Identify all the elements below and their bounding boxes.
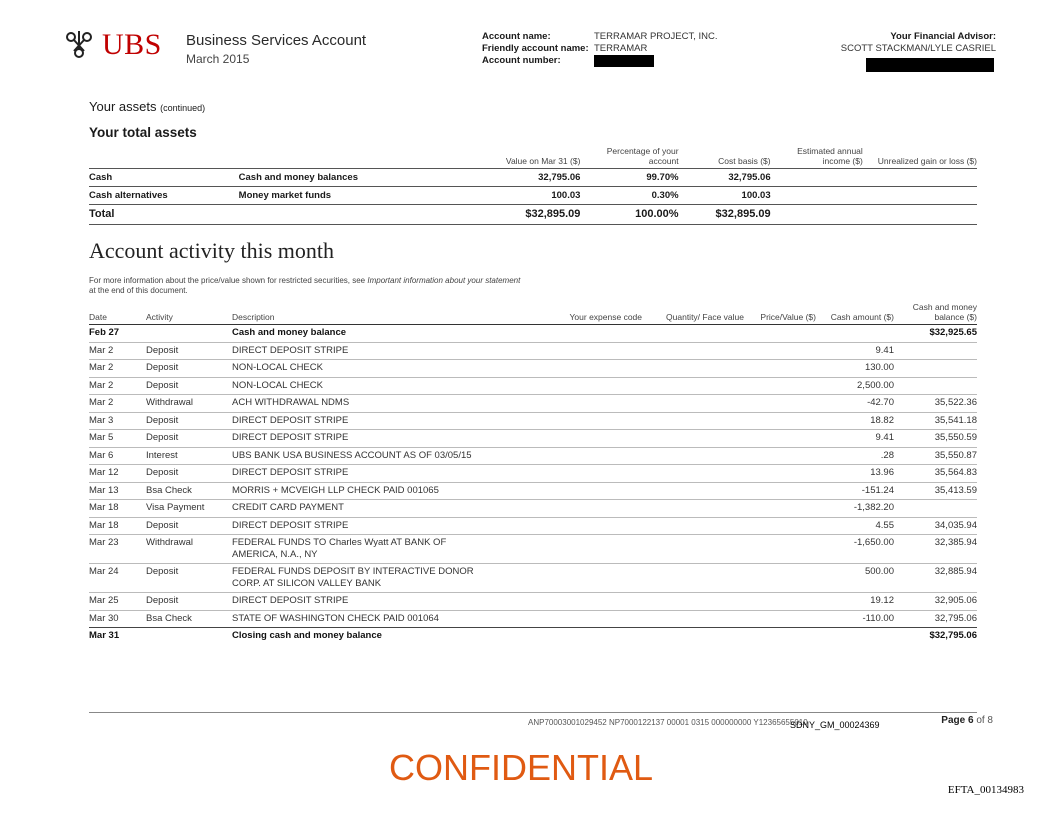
activity-amount: .28: [816, 447, 894, 465]
activity-type: Bsa Check: [146, 610, 232, 628]
table-row: [89, 482, 977, 500]
asset-cost: 32,795.06: [679, 169, 771, 187]
assets-table: [89, 146, 977, 225]
activity-desc: DIRECT DEPOSIT STRIPE: [232, 342, 482, 360]
activity-balance: 32,385.94: [894, 535, 977, 564]
activity-balance: 34,035.94: [894, 517, 977, 535]
advisor-label: Your Financial Advisor:: [890, 31, 996, 42]
note-start: For more information about the price/value shown for restricted securities, see: [89, 276, 366, 285]
activity-balance: 32,795.06: [894, 610, 977, 628]
activity-type: Deposit: [146, 377, 232, 395]
note-end: at the end of this document.: [89, 286, 188, 295]
activity-balance: [894, 360, 977, 378]
activity-type: Deposit: [146, 465, 232, 483]
activity-amount: 13.96: [816, 465, 894, 483]
col-value: Value on Mar 31 ($): [505, 156, 581, 166]
activity-desc: NON-LOCAL CHECK: [232, 377, 482, 395]
col-desc: [239, 146, 424, 169]
table-row: [89, 465, 977, 483]
bates-stamp: SDNY_GM_00024369: [790, 720, 880, 730]
activity-desc: CREDIT CARD PAYMENT: [232, 500, 482, 518]
opening-desc: Cash and money balance: [232, 327, 347, 338]
activity-amount: 19.12: [816, 593, 894, 611]
total-cost: $32,895.09: [679, 205, 771, 225]
asset-type: Cash: [89, 169, 239, 187]
activity-date: Mar 2: [89, 342, 146, 360]
activity-balance: 35,522.36: [894, 395, 977, 413]
opening-balance: $32,925.65: [929, 327, 977, 338]
activity-note: [89, 276, 529, 296]
asset-income: [771, 169, 863, 187]
asset-value: 32,795.06: [423, 169, 580, 187]
activity-amount: 18.82: [816, 412, 894, 430]
table-row: [89, 535, 977, 564]
table-row: [89, 500, 977, 518]
activity-amount: -1,382.20: [816, 500, 894, 518]
opening-date: Feb 27: [89, 327, 120, 338]
activity-desc: ACH WITHDRAWAL NDMS: [232, 395, 482, 413]
table-row: [89, 430, 977, 448]
activity-type: Deposit: [146, 593, 232, 611]
page-label: Page: [941, 715, 966, 726]
asset-pct: 0.30%: [580, 187, 678, 205]
asset-pct: 99.70%: [580, 169, 678, 187]
activity-date: Mar 18: [89, 500, 146, 518]
efta-id: EFTA_00134983: [947, 784, 1024, 796]
table-row: [89, 169, 977, 187]
activity-balance: 35,550.87: [894, 447, 977, 465]
col-date: Date: [89, 302, 146, 325]
activity-amount: -151.24: [816, 482, 894, 500]
table-row: [89, 447, 977, 465]
activity-date: Mar 2: [89, 395, 146, 413]
ubs-logo: [62, 28, 162, 62]
assets-heading-text: Your assets: [89, 99, 157, 114]
table-row: [89, 412, 977, 430]
activity-date: Mar 2: [89, 360, 146, 378]
confidential-stamp: CONFIDENTIAL: [389, 747, 654, 788]
col-activity: Activity: [146, 302, 232, 325]
activity-date: Mar 23: [89, 535, 146, 564]
activity-date: Mar 3: [89, 412, 146, 430]
asset-gain: [863, 187, 977, 205]
col-quantity: Quantity/ Face value: [642, 302, 744, 325]
activity-date: Mar 18: [89, 517, 146, 535]
asset-value: 100.03: [423, 187, 580, 205]
activity-balance: 35,541.18: [894, 412, 977, 430]
activity-amount: -110.00: [816, 610, 894, 628]
asset-gain: [863, 169, 977, 187]
activity-balance: 35,564.83: [894, 465, 977, 483]
logo-text: UBS: [102, 28, 162, 61]
table-row: [89, 342, 977, 360]
total-pct: 100.00%: [580, 205, 678, 225]
advisor-name: SCOTT STACKMAN/LYLE CASRIEL: [840, 43, 996, 54]
advisor-redaction: [866, 58, 994, 72]
table-row: [89, 395, 977, 413]
total-label: Total: [89, 205, 239, 225]
page-num: 6: [967, 715, 974, 726]
table-row: [89, 564, 977, 593]
col-type: [89, 146, 239, 169]
activity-date: Mar 6: [89, 447, 146, 465]
activity-desc: MORRIS + MCVEIGH LLP CHECK PAID 001065: [232, 482, 482, 500]
activity-date: Mar 13: [89, 482, 146, 500]
activity-type: Deposit: [146, 412, 232, 430]
activity-date: Mar 12: [89, 465, 146, 483]
activity-desc: DIRECT DEPOSIT STRIPE: [232, 517, 482, 535]
activity-desc: DIRECT DEPOSIT STRIPE: [232, 412, 482, 430]
activity-type: Withdrawal: [146, 395, 232, 413]
asset-desc: Money market funds: [239, 187, 424, 205]
closing-date: Mar 31: [89, 628, 146, 645]
activity-type: Visa Payment: [146, 500, 232, 518]
col-est-income: Estimated annual income ($): [797, 146, 863, 166]
table-row: [89, 610, 977, 628]
activity-balance: 35,550.59: [894, 430, 977, 448]
asset-desc: Cash and money balances: [239, 169, 424, 187]
activity-desc: DIRECT DEPOSIT STRIPE: [232, 593, 482, 611]
activity-desc: DIRECT DEPOSIT STRIPE: [232, 465, 482, 483]
asset-type: Cash alternatives: [89, 187, 239, 205]
activity-desc: STATE OF WASHINGTON CHECK PAID 001064: [232, 610, 482, 628]
activity-date: Mar 2: [89, 377, 146, 395]
assets-heading: [89, 99, 205, 114]
activity-amount: 4.55: [816, 517, 894, 535]
activity-type: Withdrawal: [146, 535, 232, 564]
activity-type: Deposit: [146, 517, 232, 535]
activity-amount: 130.00: [816, 360, 894, 378]
total-row: [89, 205, 977, 225]
col-expense-code: Your expense code: [482, 302, 642, 325]
activity-table: [89, 302, 977, 645]
activity-date: Mar 25: [89, 593, 146, 611]
activity-amount: -42.70: [816, 395, 894, 413]
table-row: [89, 187, 977, 205]
assets-heading-suffix: (continued): [160, 103, 206, 113]
table-row: [89, 360, 977, 378]
friendly-name-label: Friendly account name:: [482, 43, 589, 54]
document-title: Business Services Account: [186, 32, 367, 49]
activity-type: Interest: [146, 447, 232, 465]
col-percentage: Percentage of your account: [606, 146, 679, 166]
friendly-name-value: TERRAMAR: [594, 43, 648, 54]
col-cash-amount: Cash amount ($): [816, 302, 894, 325]
account-number-redaction: [594, 55, 654, 67]
account-name-value: TERRAMAR PROJECT, INC.: [594, 31, 718, 42]
activity-amount: 9.41: [816, 430, 894, 448]
activity-date: Mar 30: [89, 610, 146, 628]
activity-date: Mar 5: [89, 430, 146, 448]
activity-amount: 2,500.00: [816, 377, 894, 395]
account-name-label: Account name:: [482, 31, 551, 42]
page-of: of 8: [976, 715, 993, 726]
activity-type: Deposit: [146, 360, 232, 378]
note-italic: Important information about your statement: [367, 276, 521, 285]
col-balance: Cash and money balance ($): [894, 302, 977, 325]
footer-divider: [89, 712, 977, 713]
account-labels: [482, 31, 589, 67]
activity-date: Mar 24: [89, 564, 146, 593]
col-price: Price/Value ($): [744, 302, 816, 325]
activity-amount: -1,650.00: [816, 535, 894, 564]
activity-balance: 35,413.59: [894, 482, 977, 500]
asset-income: [771, 187, 863, 205]
statement-month: March 2015: [186, 52, 250, 66]
total-value: $32,895.09: [423, 205, 580, 225]
table-row: [89, 593, 977, 611]
asset-cost: 100.03: [679, 187, 771, 205]
table-row: [89, 377, 977, 395]
activity-balance: [894, 342, 977, 360]
total-assets-heading: Your total assets: [89, 125, 197, 140]
activity-balance: [894, 500, 977, 518]
activity-amount: 500.00: [816, 564, 894, 593]
activity-desc: DIRECT DEPOSIT STRIPE: [232, 430, 482, 448]
ubs-keys-icon: [62, 29, 96, 61]
col-description: Description: [232, 302, 482, 325]
activity-desc: UBS BANK USA BUSINESS ACCOUNT AS OF 03/05/15: [232, 447, 482, 465]
activity-type: Deposit: [146, 430, 232, 448]
activity-balance: 32,885.94: [894, 564, 977, 593]
activity-type: Deposit: [146, 564, 232, 593]
activity-desc: FEDERAL FUNDS TO Charles Wyatt AT BANK OF AMERICA, N.A., NY: [232, 535, 482, 564]
opening-row: [89, 325, 977, 343]
account-number-label: Account number:: [482, 55, 561, 66]
activity-desc: NON-LOCAL CHECK: [232, 360, 482, 378]
col-unrealized-gain: Unrealized gain or loss ($): [877, 156, 977, 166]
table-row: [89, 517, 977, 535]
activity-desc: FEDERAL FUNDS DEPOSIT BY INTERACTIVE DONOR CORP. AT SILICON VALLEY BANK: [232, 564, 482, 593]
activity-type: Deposit: [146, 342, 232, 360]
closing-balance: $32,795.06: [894, 628, 977, 645]
footer-code: ANP70003001029452 NP7000122137 00001 0315 000000000 Y12365655010: [528, 718, 808, 727]
activity-heading: Account activity this month: [89, 238, 335, 263]
activity-balance: [894, 377, 977, 395]
col-cost-basis: Cost basis ($): [718, 156, 771, 166]
activity-amount: 9.41: [816, 342, 894, 360]
page-number: [941, 715, 993, 726]
activity-balance: 32,905.06: [894, 593, 977, 611]
closing-desc: Closing cash and money balance: [232, 628, 482, 645]
account-values: [594, 31, 718, 67]
closing-row: [89, 628, 977, 645]
activity-type: Bsa Check: [146, 482, 232, 500]
